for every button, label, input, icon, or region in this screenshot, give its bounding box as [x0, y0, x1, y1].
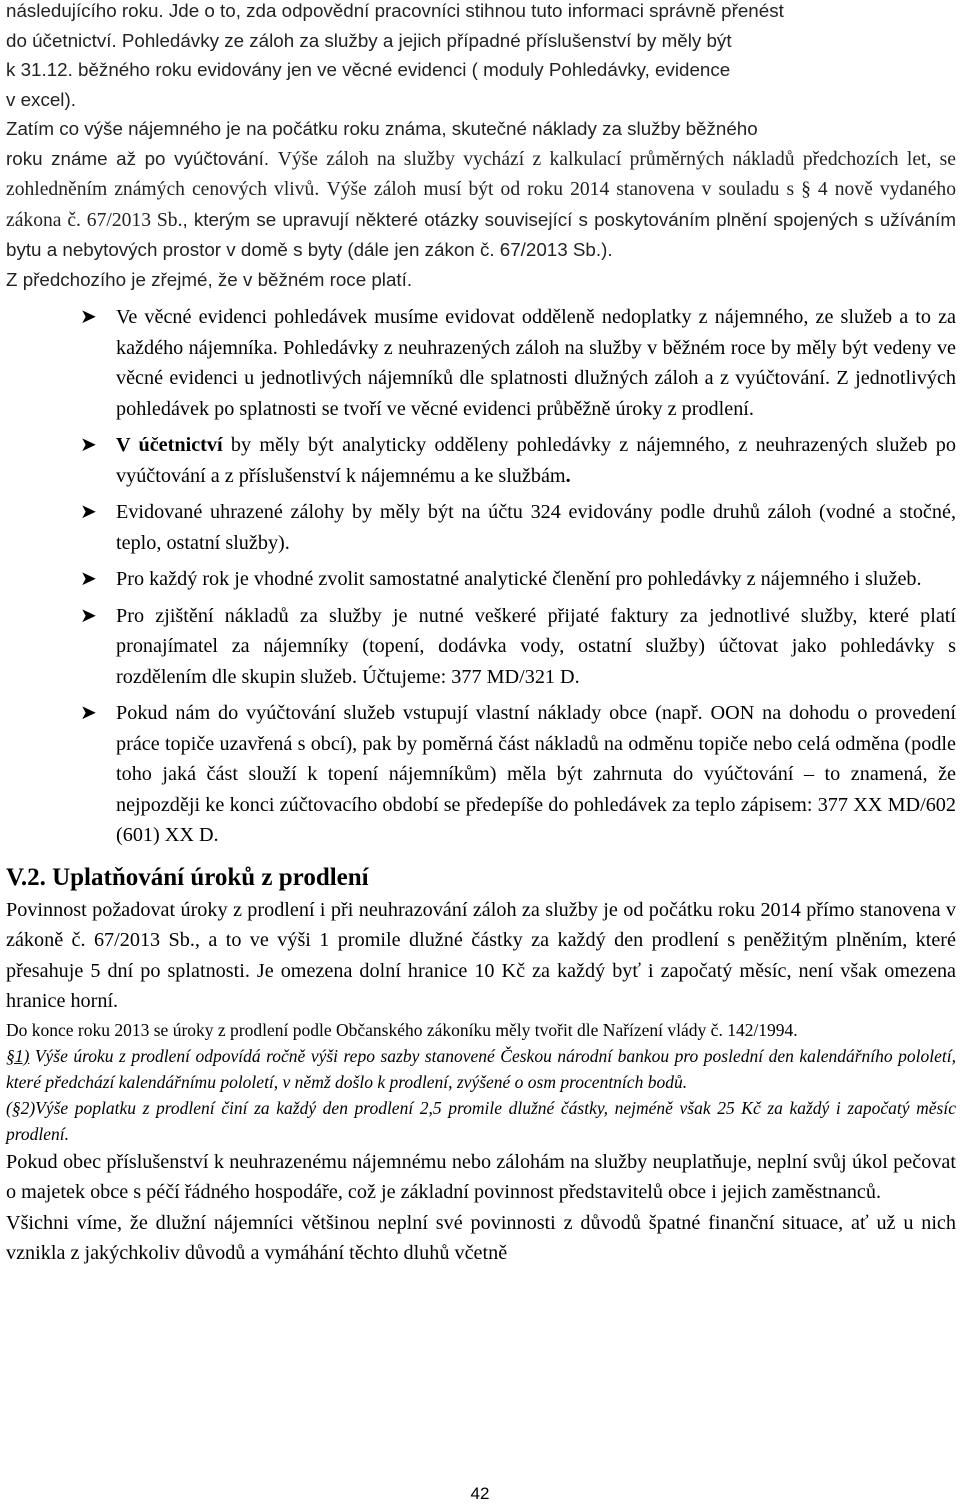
arrow-bullet-icon: ➤ [80, 702, 97, 724]
arrow-bullet-icon: ➤ [80, 501, 97, 523]
list-item [6, 430, 956, 491]
list-item [6, 564, 956, 595]
arrow-bullet-icon: ➤ [80, 604, 97, 627]
intro-line: následujícího roku. Jde o to, zda odpovědní pracovníci stihnou tuto informaci správně přenést [6, 0, 784, 21]
section-paragraph: Všichni víme, že dlužní nájemníci většinou neplní své povinnosti z důvodů špatné finanční situace, ať už u nich vznikla z jakýchkoliv důvodů a vymáhání těchto dluhů včetně [6, 1211, 956, 1264]
list-item [6, 698, 956, 851]
bullet-list [6, 302, 956, 851]
list-item-text: Účtujeme: 377 MD/321 D. [362, 665, 580, 688]
list-item-text: Evidované uhrazené zálohy by měly být na účtu 324 evidovány podle druhů záloh (vodné a stočné, teplo, ostatní služby). [116, 501, 956, 554]
section-title: Uplatňování úroků z prodlení [52, 863, 369, 891]
arrow-bullet-icon: ➤ [80, 306, 97, 328]
intro-line: do účetnictví. Pohledávky ze záloh za služby a jejich případné příslušenství by měly být [6, 29, 732, 51]
intro-paragraph-2: Výše záloh na služby vychází z kalkulací průměrných nákladů předchozích let, se zohledněním známých cenových vlivů. [6, 148, 956, 200]
section-number: V.2. [6, 863, 46, 891]
intro-paragraph-3-tail: , kterým se upravují některé otázky související s poskytováním plnění spojených s užíváním bytu a nebytových prostor v domě s byty (dále jen zákon č. 67/2013 Sb.). [6, 208, 956, 260]
page-number: 42 [470, 1484, 490, 1503]
document-page [6, 0, 956, 1269]
list-item [6, 497, 956, 558]
intro-line: Zatím co výše nájemného je na počátku roku známa, skutečné náklady za služby běžného [6, 118, 758, 139]
section-paragraph-italic: (§2)Výše poplatku z prodlení činí za každý den prodlení 2,5 promile dlužné částky, nejméně však 25 Kč za každý i započatý měsíc prodlení. [6, 1097, 956, 1144]
intro-paragraph-3: Výše záloh musí být od roku 2014 stanovena v souladu s § 4 nově vydaného zákona č. 67/2013 Sb. [6, 179, 957, 231]
list-item-text: Pokud nám do vyúčtování služeb vstupují vlastní náklady obce (např. OON na dohodu o provedení práce topiče uzavřená s obcí), pak by poměrná část nákladů na odměnu topiče nebo celá odměna (podle toho jaká část slouží k topení nájemníkům) měla být zahrnuta do vyúčtování – to znamená, že nejpozději ke konci zúčtovacího období se předepíše do pohledávek za teplo zápisem: 377 XX MD/602 (601) XX D. [116, 702, 956, 846]
arrow-bullet-icon: ➤ [80, 568, 97, 590]
list-item-text: Pro zjištění nákladů za služby je nutné veškeré přijaté faktury za jednotlivé služby, které platí pronajímatel za nájemníky (topení, dodávka vody, ostatní služby) účtovat jako pohledávky s rozdělením dle skupin služeb. [116, 604, 956, 688]
list-item-text: by měly být analyticky odděleny pohledávky z nájemného, z neuhrazených služeb po vyúčtování a z příslušenství k nájemnému a ke službám [116, 434, 956, 487]
list-item-bold: V účetnictví [116, 434, 223, 456]
section-paragraph: Pokud obec příslušenství k neuhrazenému nájemnému nebo zálohám na služby neuplatňuje, neplní svůj úkol pečovat o majetek obce s péčí řádného hospodáře, což je základní povinnost představitelů obce i jejich zaměstnanců. [6, 1150, 956, 1203]
section-heading [6, 861, 956, 895]
section-paragraph: Do konce roku 2013 se úroky z prodlení podle Občanského zákoníku měly tvořit dle Nařízení vlády č. 142/1994. [6, 1019, 798, 1040]
list-item [6, 601, 956, 693]
list-item-text: Pro každý rok je vhodné zvolit samostatné analytické členění pro pohledávky z nájemného i služeb. [116, 568, 922, 590]
section-mark: §1) [6, 1045, 30, 1066]
section-paragraph-italic [6, 1043, 956, 1095]
intro-line: k 31.12. běžného roku evidovány jen ve věcné evidenci ( moduly Pohledávky, evidence [6, 59, 731, 80]
intro-line: roku známe až po vyúčtování. [6, 147, 270, 169]
intro-paragraph-4: Z předchozího je zřejmé, že v běžném roce platí. [6, 268, 413, 290]
list-item-bold: . [565, 464, 571, 487]
list-item-text: Ve věcné evidenci pohledávek musíme evidovat odděleně nedoplatky z nájemného, ze služeb a to za každého nájemníka. [116, 306, 956, 359]
list-item-text: Pohledávky z neuhrazených záloh na služby v běžném roce by měly být vedeny ve věcné evidenci u jednotlivých nájemníků dle splatnosti dlužných záloh a z vyúčtování. Z jednotlivých pohledávek po splatnosti se tvoří ve věcné evidenci průběžně úroky z prodlení. [116, 336, 956, 420]
section-paragraph: Povinnost požadovat úroky z prodlení i při neuhrazování záloh za služby je od počátku roku 2014 přímo stanovena v zákoně č. 67/2013 Sb., a to ve výši 1 promile dlužné částky za každý den prodlení s peněžitým plněním, které přesahuje 5 dní po splatnosti. Je omezena dolní hranice 10 Kč za každý byť i započatý měsíc, není však omezena hranice horní. [6, 898, 956, 1012]
intro-block [6, 0, 956, 294]
section-text: Výše úroku z prodlení odpovídá ročně výši repo sazby stanovené Českou národní bankou pro poslední den kalendářního pololetí, které předchází kalendářnímu pololetí, v němž došlo k prodlení, zvýšené o osm procentních bodů. [6, 1045, 956, 1092]
intro-line: v excel). [6, 88, 76, 110]
arrow-bullet-icon: ➤ [80, 434, 97, 456]
list-item [6, 302, 956, 424]
